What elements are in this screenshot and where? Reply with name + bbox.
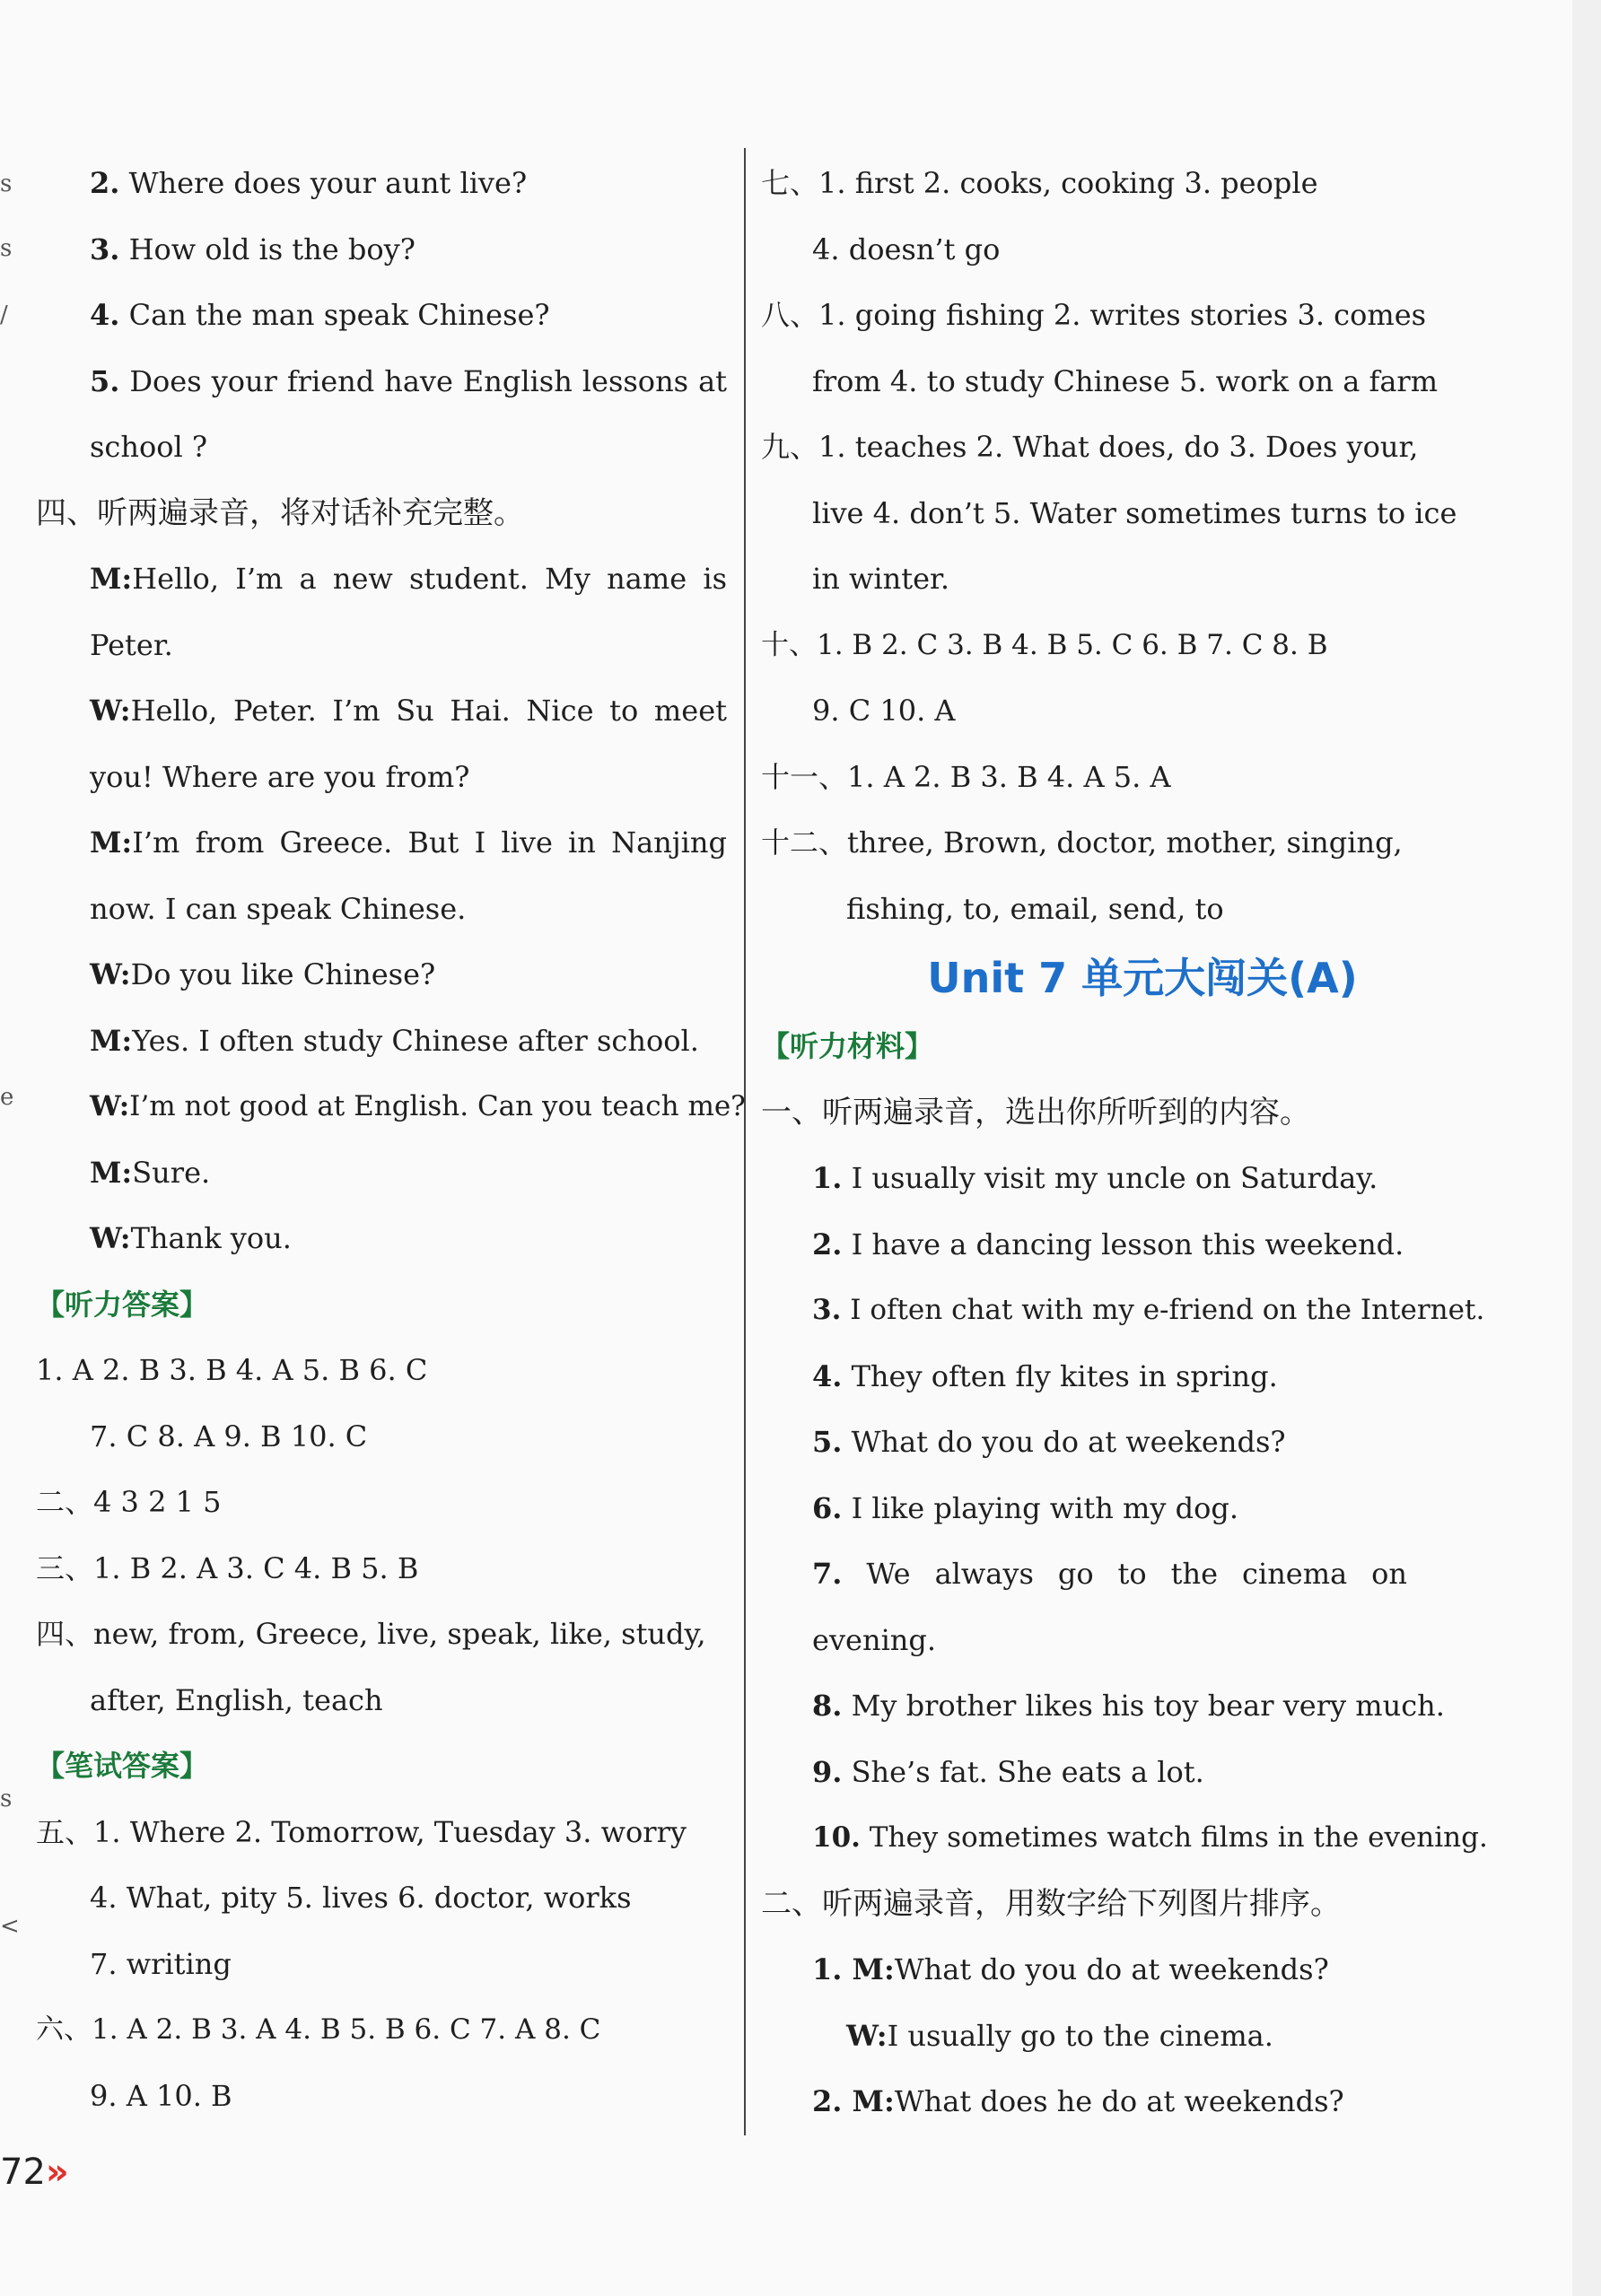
edge-letter: / — [0, 301, 8, 328]
answer-1-line-2: 7. C 8. A 9. B 10. C — [90, 1419, 368, 1454]
dialogue-line: W:Hello, Peter. I’m Su Hai. Nice to meet — [90, 694, 727, 728]
section-2-dialogue-line: 1. M:What do you do at weekends? — [812, 1952, 1329, 1986]
edge-letter: < — [0, 1913, 20, 1940]
dialogue-line: M:I’m from Greece. But I live in Nanjing — [90, 825, 727, 860]
q3-item: 3. How old is the boy? — [90, 231, 416, 266]
unit-title: Unit 7 单元大闯关(A) — [927, 954, 1358, 1002]
answer-1-line: 1. A 2. B 3. B 4. A 5. B 6. C — [36, 1353, 428, 1387]
answer-2: 二、4 3 2 1 5 — [36, 1485, 222, 1519]
material-item: 9. She’s fat. She eats a lot. — [812, 1754, 1204, 1789]
edge-letter: s — [0, 235, 13, 262]
material-item-continuation: evening. — [812, 1622, 937, 1657]
dialogue-line: M:Yes. I often study Chinese after school. — [90, 1023, 699, 1058]
answer-7-line: 七、1. first 2. cooks, cooking 3. people — [761, 166, 1318, 200]
material-item: 7. We always go to the cinema on — [812, 1557, 1408, 1591]
material-item: 10. They sometimes watch films in the evening. — [812, 1821, 1488, 1854]
dialogue-line: M:Sure. — [90, 1155, 211, 1190]
listening-materials-heading: 【听力材料】 — [761, 1029, 934, 1063]
edge-letter: s — [0, 170, 13, 197]
listening-answers-heading: 【听力答案】 — [36, 1287, 209, 1322]
page-edge-shadow — [1572, 0, 1601, 2296]
answer-5-line-2: 4. What, pity 5. lives 6. doctor, works — [90, 1881, 632, 1915]
left-column — [36, 151, 746, 2129]
answer-11: 十一、1. A 2. B 3. B 4. A 5. A — [761, 759, 1171, 794]
dialogue-line: W:Do you like Chinese? — [90, 957, 436, 991]
dialogue-line: Peter. — [90, 627, 173, 662]
section-2-dialogue-line: 2. M:What does he do at weekends? — [812, 2084, 1344, 2118]
answer-8-line: 八、1. going fishing 2. writes stories 3. comes — [761, 298, 1427, 332]
section-2-dialogue-line: W:I usually go to the cinema. — [846, 2018, 1273, 2053]
answer-12-line: 十二、three, Brown, doctor, mother, singing, — [761, 825, 1403, 860]
q3-item: 4. Can the man speak Chinese? — [90, 298, 550, 332]
right-column — [761, 151, 1488, 2135]
written-answers-heading: 【笔试答案】 — [36, 1749, 209, 1783]
answer-10-line: 十、1. B 2. C 3. B 4. B 5. C 6. B 7. C 8. B — [761, 628, 1328, 661]
answer-8-line-2: from 4. to study Chinese 5. work on a farm — [812, 363, 1439, 398]
material-item: 3. I often chat with my e-friend on the Internet. — [812, 1294, 1485, 1326]
answer-12-line-2: fishing, to, email, send, to — [846, 891, 1224, 926]
material-item: 2. I have a dancing lesson this weekend. — [812, 1227, 1404, 1261]
dialogue-line: W:Thank you. — [90, 1221, 292, 1255]
section-4-title: 四、听两遍录音，将对话补充完整。 — [36, 494, 524, 531]
answer-9-line: 九、1. teaches 2. What does, do 3. Does your, — [761, 430, 1419, 464]
section-2-title: 二、听两遍录音，用数字给下列图片排序。 — [761, 1885, 1341, 1922]
answer-9-line-3: in winter. — [812, 562, 949, 596]
q3-item-continuation: school ? — [90, 430, 208, 464]
dialogue-line: you! Where are you from? — [90, 759, 470, 794]
column-divider — [744, 148, 746, 2135]
answer-4-line-2: after, English, teach — [90, 1682, 383, 1717]
material-item: 4. They often fly kites in spring. — [812, 1358, 1278, 1393]
dialogue-line: M:Hello, I’m a new student. My name is — [90, 562, 727, 596]
answer-10-line-2: 9. C 10. A — [812, 694, 956, 728]
answer-9-line-2: live 4. don’t 5. Water sometimes turns to ice — [812, 495, 1457, 530]
edge-letter: e — [0, 1084, 14, 1111]
edge-letter: s — [0, 1785, 13, 1812]
q3-item: 2. Where does your aunt live? — [90, 166, 528, 200]
material-item: 1. I usually visit my uncle on Saturday. — [812, 1161, 1378, 1195]
material-item: 8. My brother likes his toy bear very much. — [812, 1689, 1445, 1723]
answer-6-line: 六、1. A 2. B 3. A 4. B 5. B 6. C 7. A 8. C — [36, 2013, 601, 2046]
dialogue-line: W:I’m not good at English. Can you teach me? — [90, 1090, 746, 1122]
answer-5-line-3: 7. writing — [90, 1946, 232, 1981]
answer-6-line-2: 9. A 10. B — [90, 2078, 232, 2113]
answer-4-line: 四、new, from, Greece, live, speak, like, study, — [36, 1617, 706, 1651]
q3-item: 5. Does your friend have English lessons at — [90, 363, 727, 398]
material-item: 5. What do you do at weekends? — [812, 1425, 1286, 1459]
dialogue-line: now. I can speak Chinese. — [90, 891, 467, 926]
answer-3: 三、1. B 2. A 3. C 4. B 5. B — [36, 1550, 419, 1585]
answer-7-line-2: 4. doesn’t go — [812, 231, 1001, 266]
next-page-arrow-icon: » — [45, 2152, 69, 2193]
material-item: 6. I like playing with my dog. — [812, 1490, 1238, 1525]
section-1-title: 一、听两遍录音，选出你所听到的内容。 — [761, 1094, 1310, 1131]
answer-5-line: 五、1. Where 2. Tomorrow, Tuesday 3. worry — [36, 1814, 687, 1849]
page-number: 72» — [0, 2152, 69, 2193]
